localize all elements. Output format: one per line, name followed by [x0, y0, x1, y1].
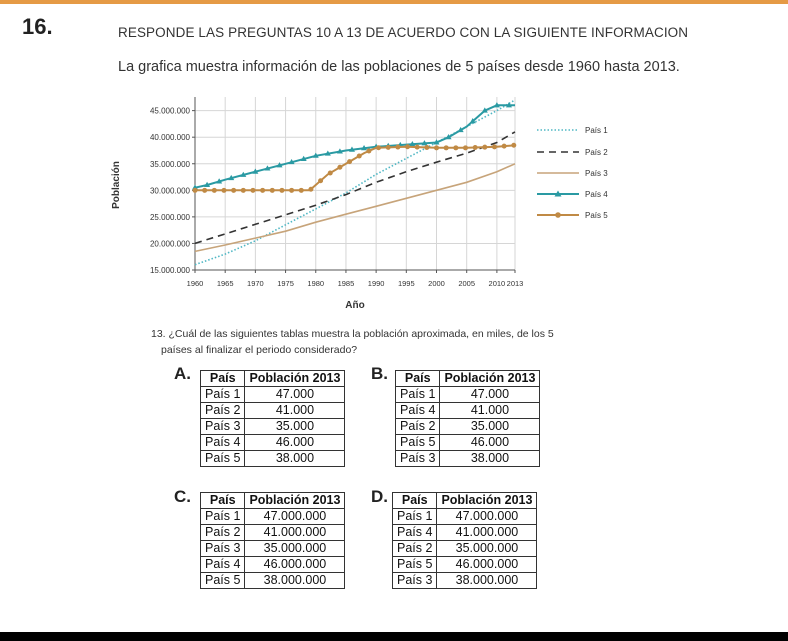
series-point-pais-5 [212, 188, 217, 193]
y-tick-label: 20.000.000 [149, 239, 190, 249]
legend-label-pais-5: País 5 [585, 211, 608, 220]
table-row [396, 387, 540, 403]
header-country: País [396, 371, 440, 387]
cell-country: País 2 [201, 525, 245, 541]
series-point-pais-5 [444, 145, 449, 150]
option-letter: C. [174, 487, 191, 506]
option-table [200, 370, 345, 467]
cell-population: 35.000 [245, 419, 345, 435]
series-point-pais-5 [405, 144, 410, 149]
x-tick-label: 1980 [307, 279, 325, 288]
section-heading: RESPONDE LAS PREGUNTAS 10 A 13 DE ACUERDO CON LA SIGUIENTE INFORMACION [118, 25, 689, 40]
series-point-pais-5 [395, 145, 400, 150]
series-point-pais-5 [299, 188, 304, 193]
header-country: País [201, 493, 245, 509]
cell-country: País 4 [201, 435, 245, 451]
y-tick-label: 30.000.000 [149, 186, 190, 196]
intro-text: La grafica muestra información de las poblaciones de 5 países desde 1960 hasta 2013. [118, 59, 680, 75]
table-row [393, 541, 537, 557]
legend-label-pais-2: País 2 [585, 148, 608, 157]
table-row [201, 573, 345, 589]
cell-country: País 3 [393, 573, 437, 589]
series-point-pais-5 [241, 188, 246, 193]
option-letter: D. [371, 487, 388, 506]
cell-population: 47.000 [440, 387, 540, 403]
cell-country: País 1 [393, 509, 437, 525]
cell-country: País 2 [201, 403, 245, 419]
y-axis-label: Población [111, 161, 122, 209]
cell-country: País 1 [201, 387, 245, 403]
cell-country: País 4 [396, 403, 440, 419]
cell-population: 47.000.000 [245, 509, 345, 525]
cell-population: 38.000 [440, 451, 540, 467]
cell-population: 41.000 [440, 403, 540, 419]
header-population: Población 2013 [245, 493, 345, 509]
x-tick-label: 1965 [216, 279, 234, 288]
top-accent-line [0, 0, 788, 4]
series-point-pais-5 [502, 144, 507, 149]
series-point-pais-5 [386, 145, 391, 150]
x-tick-label: 2000 [428, 279, 445, 288]
cell-country: País 4 [201, 557, 245, 573]
option-table [200, 492, 345, 589]
y-tick-label: 15.000.000 [149, 266, 190, 275]
legend-marker-pais-5 [555, 212, 561, 218]
cell-country: País 4 [393, 525, 437, 541]
option-table [392, 492, 537, 589]
series-point-pais-5 [289, 188, 294, 193]
header-population: Población 2013 [440, 371, 540, 387]
x-axis-label: Año [345, 300, 365, 311]
x-tick-label: 1970 [247, 279, 264, 288]
cell-population: 47.000 [245, 387, 345, 403]
cell-country: País 3 [201, 541, 245, 557]
series-point-pais-5 [221, 188, 226, 193]
cell-country: País 3 [201, 419, 245, 435]
series-point-pais-5 [492, 144, 497, 149]
series-point-pais-5 [376, 145, 381, 150]
x-tick-label: 1960 [186, 279, 204, 288]
series-point-pais-5 [318, 178, 323, 183]
x-tick-label: 2005 [458, 279, 476, 288]
option-table [395, 370, 540, 467]
header-country: País [393, 493, 437, 509]
cell-country: País 1 [396, 387, 440, 403]
cell-population: 47.000.000 [437, 509, 537, 525]
table-row [201, 387, 345, 403]
header-population: Población 2013 [245, 371, 345, 387]
table-row [396, 403, 540, 419]
series-point-pais-5 [453, 145, 458, 150]
series-point-pais-5 [328, 170, 333, 175]
series-point-pais-5 [250, 188, 255, 193]
legend-label-pais-4: País 4 [585, 190, 608, 199]
table-row [393, 525, 537, 541]
table-row [396, 451, 540, 467]
cell-population: 46.000.000 [437, 557, 537, 573]
cell-population: 41.000.000 [245, 525, 345, 541]
cell-population: 35.000.000 [437, 541, 537, 557]
table-row [201, 451, 345, 467]
cell-country: País 5 [201, 573, 245, 589]
question-line-1: 13. ¿Cuál de las siguientes tablas muestra la población aproximada, en miles, de los 5 [151, 328, 554, 340]
series-point-pais-5 [424, 145, 429, 150]
table-row [396, 435, 540, 451]
question-number: 16. [22, 14, 53, 39]
table-row [393, 509, 537, 525]
x-tick-label: 2013 [506, 279, 524, 288]
table-row [396, 419, 540, 435]
series-point-pais-5 [337, 165, 342, 170]
legend-label-pais-1: País 1 [585, 126, 608, 135]
table-row [201, 435, 345, 451]
series-point-pais-5 [366, 149, 371, 154]
series-point-pais-5 [270, 188, 275, 193]
cell-population: 38.000.000 [437, 573, 537, 589]
table-row [201, 541, 345, 557]
table-row [393, 557, 537, 573]
series-point-pais-5 [202, 188, 207, 193]
population-line-chart [105, 95, 645, 315]
cell-population: 41.000.000 [437, 525, 537, 541]
cell-population: 41.000 [245, 403, 345, 419]
y-tick-label: 35.000.000 [149, 159, 190, 169]
series-point-pais-5 [231, 188, 236, 193]
table-row [201, 403, 345, 419]
cell-country: País 2 [396, 419, 440, 435]
table-row [393, 573, 537, 589]
x-tick-label: 1975 [277, 279, 294, 288]
cell-population: 46.000.000 [245, 557, 345, 573]
series-point-pais-5 [482, 145, 487, 150]
series-point-pais-5 [308, 187, 313, 192]
series-point-pais-5 [473, 145, 478, 150]
x-tick-label: 2010 [488, 279, 506, 288]
table-row [201, 557, 345, 573]
series-point-pais-5 [463, 145, 468, 150]
x-tick-label: 1985 [337, 279, 355, 288]
cell-country: País 5 [201, 451, 245, 467]
series-point-pais-5 [511, 143, 516, 148]
series-point-pais-5 [415, 145, 420, 150]
header-country: País [201, 371, 245, 387]
table-row [201, 419, 345, 435]
option-letter: A. [174, 364, 191, 383]
cell-population: 46.000 [440, 435, 540, 451]
table-row [201, 525, 345, 541]
x-tick-label: 1995 [397, 279, 415, 288]
option-letter: B. [371, 364, 388, 383]
cell-population: 35.000.000 [245, 541, 345, 557]
series-point-pais-5 [357, 153, 362, 158]
cell-population: 46.000 [245, 435, 345, 451]
cell-population: 38.000.000 [245, 573, 345, 589]
series-point-pais-5 [347, 159, 352, 164]
series-point-pais-5 [193, 188, 198, 193]
cell-country: País 5 [393, 557, 437, 573]
series-point-pais-5 [279, 188, 284, 193]
y-tick-label: 45.000.000 [149, 106, 190, 116]
series-point-pais-5 [260, 188, 265, 193]
y-tick-label: 40.000.000 [149, 133, 190, 143]
cell-population: 38.000 [245, 451, 345, 467]
x-tick-label: 1990 [367, 279, 385, 288]
cell-country: País 3 [396, 451, 440, 467]
table-row [201, 509, 345, 525]
cell-country: País 2 [393, 541, 437, 557]
cell-country: País 5 [396, 435, 440, 451]
y-tick-label: 25.000.000 [149, 212, 190, 222]
header-population: Población 2013 [437, 493, 537, 509]
series-point-pais-5 [434, 145, 439, 150]
legend-label-pais-3: País 3 [585, 169, 608, 178]
question-line-2: países al finalizar el periodo considerado? [161, 344, 358, 356]
cell-population: 35.000 [440, 419, 540, 435]
cell-country: País 1 [201, 509, 245, 525]
